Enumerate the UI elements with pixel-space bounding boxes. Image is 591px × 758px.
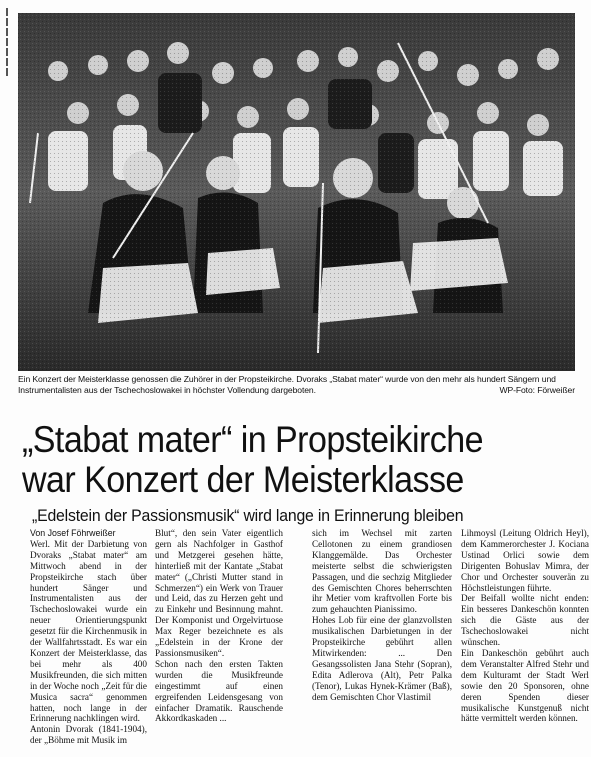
concert-photo-graphic — [18, 13, 575, 371]
article-paragraph: Ein Dankeschön gebührt auch dem Veranstalter Alfred Stehr und dem Kulturamt der Stadt Werl sowie den 20 Sponsoren, ohne deren Spenden dieser musikalische Kunstgenuß nicht hätte vermittelt werden können. — [461, 647, 589, 724]
article-column-1 — [30, 528, 147, 746]
caption-text: Ein Konzert der Meisterklasse genossen die Zuhörer in der Propsteikirche. Dvoraks „Stabat mater“ wurde von den mehr als hundert Sängern und Instrumentalisten aus der Tschechoslowakei in höchster Vollendung dargeboten. — [18, 374, 556, 395]
scan-margin-mark — [4, 6, 10, 96]
headline — [22, 420, 537, 500]
article-paragraph: Hohes Lob für eine der glanzvollsten musikalischen Darbietungen in der Propsteikirche gebührt allen Mitwirkenden: ... Den Gesangssolisten Jana Stehr (Sopran), Edita Adlerova (Alt), Petr Palka (Tenor), Lukas Hynek-Krämer (Baß), dem Gemischten Chor Vlastimil — [312, 615, 452, 702]
byline: Von Josef Föhrweißer — [30, 528, 116, 538]
article-paragraph: Blut“, den sein Vater eigentlich gern als Nachfolger in Gasthof und Metzgerei gesehen hätte, hinterließ mit der Kantate „Stabat mater“ („Christi Mutter stand in Schmerzen“) ein Werk von Trauer und Leid, das zu Herzen geht und zu Einkehr und Besinnung mahnt. Der Komponist und Orgelvirtuose Max Reger bezeichnete es als „Edelstein in der Krone der Passionsmusiken“. — [155, 528, 283, 658]
article-paragraph: Der Beifall wollte nicht enden: Ein besseres Dankeschön konnten sich die Gäste aus der Tschechoslowakei nicht wünschen. — [461, 593, 589, 648]
article-body — [30, 528, 589, 758]
article-paragraph: Lihmoysl (Leitung Oldrich Heyl), dem Kammerorchester J. Kociana Ustinad Orlici sowie dem Dirigenten Bohuslav Mimra, der Chor und Orchester souverän zu Höchstleistungen führte. — [461, 528, 589, 593]
concert-photo — [18, 13, 575, 371]
article-column-2 — [155, 528, 283, 724]
article-column-4 — [461, 528, 589, 724]
article-column-3 — [312, 528, 452, 703]
headline-line-1: „Stabat mater“ in Propsteikirche — [22, 419, 483, 460]
article-paragraph: sich im Wechsel mit zarten Cellotonen zu einem grandiosen Klanggemälde. Das Orchester meisterte selbst die schwierigsten Passagen, und die sechzig Mitglieder des Gemischten Chores beherrschten ihr Metier vom kraftvollen Forte bis zum gehauchten Pianissimo. — [312, 528, 452, 615]
photo-caption — [18, 374, 575, 396]
photo-credit: WP-Foto: Förweißer — [499, 385, 575, 395]
article-paragraph: Antonin Dvorak (1841-1904), der „Böhme mit Musik im — [30, 724, 147, 746]
article-paragraph: Schon nach den ersten Takten wurden die Musikfreunde eingestimmt auf einen ergreifenden Leidensgesang von einfacher Dramatik. Rauschende Akkordkaskaden ... — [155, 658, 283, 724]
article-paragraph: Werl. Mit der Darbietung von Dvoraks „Stabat mater“ am Mittwoch abend in der Propsteikirche stach über hundert Sänger und Instrumentalisten aus der Tschechoslowakei wurde ein neuer Orientierungspunkt gesetzt für die Kirchenmusik in der Wallfahrtsstadt. Es war ein Konzert der Meisterklasse, das bei mehr als 400 Musikfreunden, die sich mitten in der Woche noch „Zeit für die Musica sacra“ genommen hatten, noch lange in der Erinnerung nachklingen wird. — [30, 538, 147, 724]
headline-line-2: war Konzert der Meisterklasse — [22, 459, 464, 500]
subheadline: „Edelstein der Passionsmusik“ wird lange in Erinnerung bleiben — [32, 506, 464, 525]
